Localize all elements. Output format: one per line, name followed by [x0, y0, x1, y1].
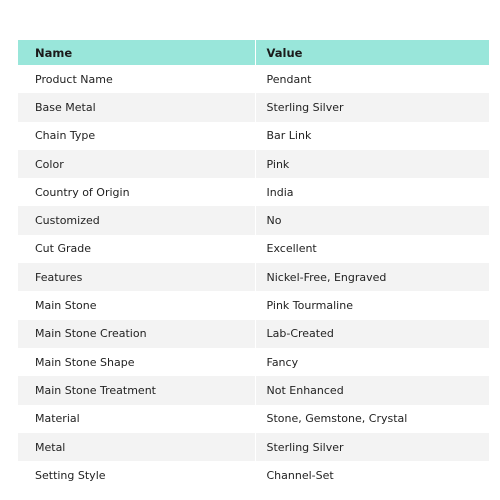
table-row [18, 291, 489, 319]
row-name: Metal [35, 440, 66, 454]
row-name: Setting Style [35, 468, 106, 482]
row-name: Customized [35, 214, 100, 228]
row-value: Fancy [255, 348, 489, 376]
row-value: Excellent [255, 235, 489, 263]
row-name: Main Stone Treatment [35, 383, 156, 397]
row-value: Stone, Gemstone, Crystal [255, 405, 489, 433]
row-value: Bar Link [255, 122, 489, 150]
row-name: Chain Type [35, 129, 96, 143]
row-name: Country of Origin [35, 185, 130, 199]
row-name: Product Name [35, 72, 113, 86]
table-row [18, 206, 489, 234]
table-row [18, 348, 489, 376]
table-header [18, 40, 489, 65]
row-name: Main Stone [35, 299, 97, 313]
row-name: Base Metal [35, 100, 96, 114]
row-value: Nickel-Free, Engraved [255, 263, 489, 291]
row-value: Sterling Silver [255, 93, 489, 121]
row-value: Pink Tourmaline [255, 291, 489, 319]
table-row [18, 405, 489, 433]
row-name: Main Stone Creation [35, 327, 147, 341]
spec-table-container [18, 40, 489, 489]
row-value: Pendant [255, 65, 489, 93]
table-row [18, 263, 489, 291]
header-value: Value [255, 40, 489, 65]
table-row [18, 461, 489, 489]
row-name: Cut Grade [35, 242, 91, 256]
row-name: Main Stone Shape [35, 355, 135, 369]
row-value: India [255, 178, 489, 206]
row-value: Pink [255, 150, 489, 178]
row-value: Channel-Set [255, 461, 489, 489]
table-row [18, 433, 489, 461]
row-name: Color [35, 157, 64, 171]
table-row [18, 320, 489, 348]
row-value: Not Enhanced [255, 376, 489, 404]
table-row [18, 376, 489, 404]
row-value: Lab-Created [255, 320, 489, 348]
row-name: Material [35, 412, 80, 426]
table-row [18, 65, 489, 93]
header-name: Name [18, 40, 255, 65]
row-value: No [255, 206, 489, 234]
table-body [18, 65, 489, 489]
table-row [18, 178, 489, 206]
row-name: Features [35, 270, 83, 284]
table-row [18, 150, 489, 178]
table-row [18, 235, 489, 263]
row-value: Sterling Silver [255, 433, 489, 461]
table-row [18, 93, 489, 121]
table-row [18, 122, 489, 150]
spec-table [18, 40, 489, 489]
header-row [18, 40, 489, 65]
